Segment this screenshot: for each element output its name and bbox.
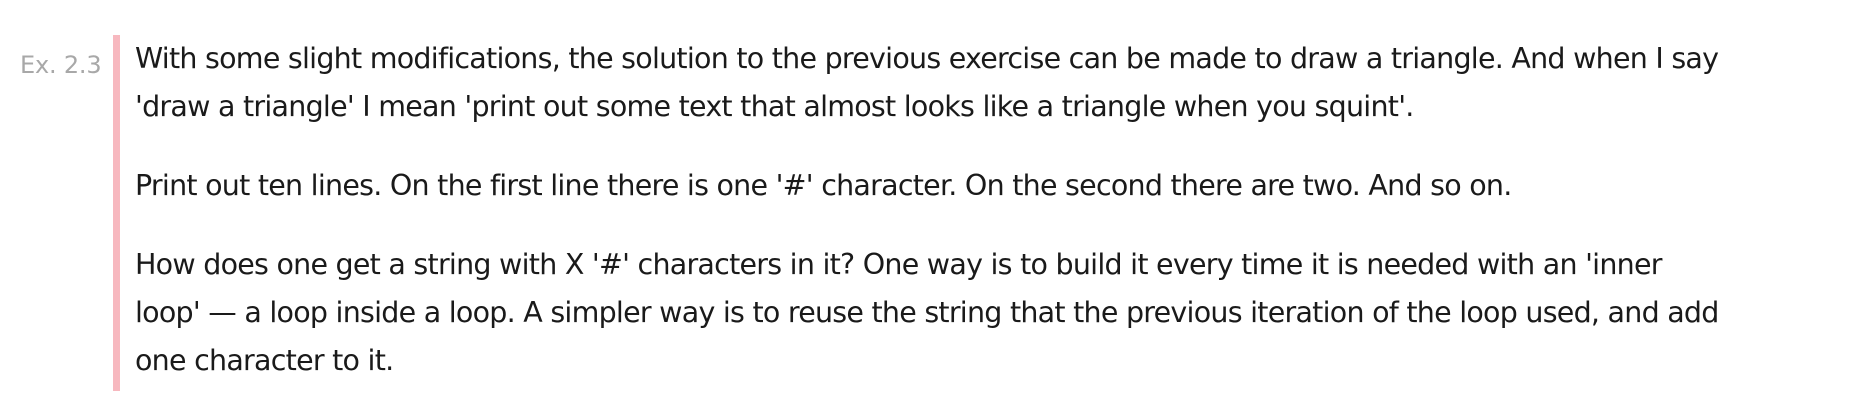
exercise-paragraph-3 xyxy=(135,241,1855,385)
exercise-block xyxy=(0,35,1860,391)
paragraph-line: one character to it. xyxy=(135,344,394,377)
exercise-accent-bar xyxy=(113,35,120,391)
exercise-number-label: Ex. 2.3 xyxy=(20,51,102,79)
exercise-body xyxy=(135,35,1855,416)
exercise-paragraph-2 xyxy=(135,162,1855,210)
paragraph-line: How does one get a string with X '#' characters in it? One way is to build it every time it is needed with an 'inner xyxy=(135,248,1662,281)
paragraph-line: 'draw a triangle' I mean 'print out some text that almost looks like a triangle when you squint'. xyxy=(135,90,1414,123)
exercise-paragraph-1 xyxy=(135,35,1855,131)
paragraph-line: loop' — a loop inside a loop. A simpler way is to reuse the string that the previous iteration of the loop used, and add xyxy=(135,296,1719,329)
paragraph-line: Print out ten lines. On the first line there is one '#' character. On the second there are two. And so on. xyxy=(135,169,1512,202)
paragraph-line: With some slight modifications, the solution to the previous exercise can be made to draw a triangle. And when I say xyxy=(135,42,1719,75)
